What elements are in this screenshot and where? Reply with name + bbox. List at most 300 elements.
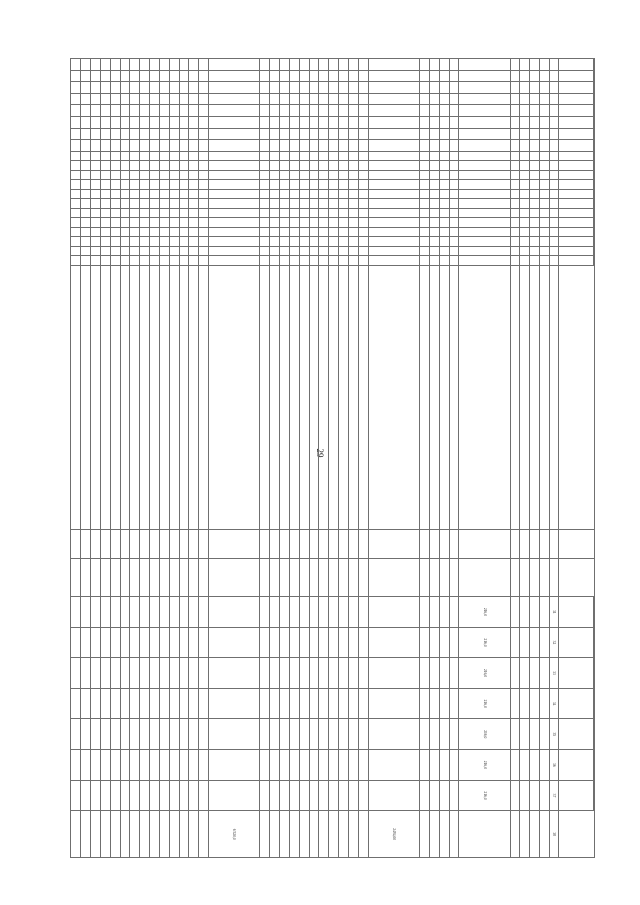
marker-cell <box>349 256 359 265</box>
code-cell <box>130 59 140 71</box>
base-value <box>358 559 368 597</box>
unit-cell <box>209 529 260 559</box>
base-value <box>319 559 329 597</box>
marker-cell <box>179 180 189 189</box>
code-cell <box>358 59 368 71</box>
marker-cell <box>319 199 329 208</box>
code-cell <box>179 117 189 129</box>
unit-cell <box>329 529 339 559</box>
year-value <box>120 658 130 689</box>
marker-cell <box>329 256 339 265</box>
marker-cell <box>280 256 290 265</box>
year-value <box>199 658 209 689</box>
marker-cell <box>520 199 530 208</box>
year-value <box>289 750 299 781</box>
code-cell <box>91 117 101 129</box>
column-number <box>550 170 559 179</box>
base-value <box>270 559 280 597</box>
marker-cell <box>81 151 91 160</box>
marker-cell <box>419 227 429 236</box>
marker-cell <box>299 161 309 170</box>
code-cell <box>100 128 110 140</box>
year-value <box>339 597 349 628</box>
marker-cell <box>150 208 160 217</box>
marker-cell <box>169 151 179 160</box>
code-cell <box>339 140 349 152</box>
marker-cell <box>449 246 459 255</box>
unit-cell <box>280 529 290 559</box>
end-value <box>299 811 309 858</box>
code-cell <box>120 70 130 82</box>
marker-cell <box>130 199 140 208</box>
code-cell <box>339 59 349 71</box>
year-value <box>419 627 429 658</box>
year-value <box>510 688 520 719</box>
marker-cell <box>540 189 550 198</box>
code-cell <box>209 82 260 94</box>
year-value <box>449 597 459 628</box>
unit-cell <box>130 529 140 559</box>
marker-cell <box>120 256 130 265</box>
marker-cell <box>159 237 169 246</box>
year-value <box>419 750 429 781</box>
marker-cell <box>260 237 270 246</box>
code-cell <box>439 70 449 82</box>
marker-cell <box>530 256 540 265</box>
code-cell <box>91 93 101 105</box>
code-cell <box>358 105 368 117</box>
code-cell <box>299 128 309 140</box>
end-value <box>91 811 101 858</box>
year-value <box>110 780 120 811</box>
marker-cell <box>150 246 160 255</box>
code-cell <box>280 70 290 82</box>
year-value <box>120 688 130 719</box>
marker-cell <box>368 237 419 246</box>
marker-cell <box>319 208 329 217</box>
marker-cell <box>91 227 101 236</box>
year-value <box>510 780 520 811</box>
code-cell <box>319 82 329 94</box>
year-value <box>189 780 199 811</box>
year-value <box>199 597 209 628</box>
end-value <box>429 811 439 858</box>
year-value <box>71 719 81 750</box>
code-cell <box>91 105 101 117</box>
code-cell <box>419 128 429 140</box>
end-value <box>189 811 199 858</box>
table-row <box>439 59 449 858</box>
indicator-name <box>319 265 329 529</box>
marker-cell <box>530 170 540 179</box>
marker-cell <box>419 151 429 160</box>
marker-cell <box>309 151 319 160</box>
year-value <box>179 597 189 628</box>
code-cell <box>260 82 270 94</box>
column-number <box>550 265 559 529</box>
indicator-name <box>459 265 510 529</box>
code-cell <box>280 82 290 94</box>
header-marker-subcol <box>559 170 594 179</box>
column-number <box>550 246 559 255</box>
unit-cell <box>439 529 449 559</box>
marker-cell <box>110 227 120 236</box>
code-cell <box>150 59 160 71</box>
code-cell <box>419 140 429 152</box>
marker-cell <box>540 246 550 255</box>
marker-cell <box>309 227 319 236</box>
code-cell <box>510 70 520 82</box>
code-cell <box>299 117 309 129</box>
marker-cell <box>449 189 459 198</box>
year-value <box>368 658 419 689</box>
year-value <box>209 597 260 628</box>
column-number <box>550 105 559 117</box>
indicator-name <box>130 265 140 529</box>
year-value <box>368 780 419 811</box>
base-value <box>100 559 110 597</box>
year-value: 216,0 <box>459 750 510 781</box>
year-value <box>439 627 449 658</box>
code-cell <box>130 105 140 117</box>
marker-cell <box>358 256 368 265</box>
year-value <box>530 750 540 781</box>
code-cell <box>299 105 309 117</box>
header-code-subcol <box>559 59 594 71</box>
year-value <box>289 719 299 750</box>
marker-cell <box>358 208 368 217</box>
code-cell <box>280 105 290 117</box>
year-value <box>199 750 209 781</box>
marker-cell <box>459 180 510 189</box>
year-value <box>319 627 329 658</box>
base-value <box>260 559 270 597</box>
year-value <box>419 597 429 628</box>
column-number <box>550 161 559 170</box>
code-cell <box>368 82 419 94</box>
year-value <box>150 780 160 811</box>
year-value <box>209 780 260 811</box>
marker-cell <box>280 189 290 198</box>
marker-cell <box>189 208 199 217</box>
code-cell <box>459 117 510 129</box>
year-value <box>159 597 169 628</box>
year-value <box>110 719 120 750</box>
code-cell <box>120 105 130 117</box>
year-value <box>319 597 329 628</box>
year-value <box>159 658 169 689</box>
year-value <box>100 688 110 719</box>
marker-cell <box>358 237 368 246</box>
column-number <box>550 180 559 189</box>
marker-cell <box>91 180 101 189</box>
marker-cell <box>349 227 359 236</box>
year-value <box>169 719 179 750</box>
year-value <box>329 688 339 719</box>
code-cell <box>169 70 179 82</box>
year-value <box>189 627 199 658</box>
marker-cell <box>120 227 130 236</box>
header-year <box>559 658 594 689</box>
code-cell <box>419 93 429 105</box>
marker-cell <box>329 189 339 198</box>
marker-cell <box>419 256 429 265</box>
unit-cell <box>71 529 81 559</box>
year-value <box>209 627 260 658</box>
marker-cell <box>209 199 260 208</box>
rotated-table-area <box>70 58 595 858</box>
year-value <box>110 597 120 628</box>
indicator-name <box>199 265 209 529</box>
indicator-name <box>299 265 309 529</box>
marker-cell <box>140 151 150 160</box>
year-value <box>140 597 150 628</box>
code-cell <box>100 105 110 117</box>
code-cell <box>159 140 169 152</box>
marker-cell <box>100 151 110 160</box>
year-value <box>100 658 110 689</box>
indicator-name <box>358 265 368 529</box>
marker-cell <box>520 256 530 265</box>
marker-cell <box>289 151 299 160</box>
marker-cell <box>199 227 209 236</box>
code-cell <box>91 128 101 140</box>
year-value <box>179 780 189 811</box>
code-cell <box>270 82 280 94</box>
table-row <box>209 59 260 858</box>
marker-cell <box>91 208 101 217</box>
base-value <box>150 559 160 597</box>
year-value <box>349 780 359 811</box>
year-value <box>439 750 449 781</box>
base-value <box>459 559 510 597</box>
table-row <box>150 59 160 858</box>
marker-cell <box>429 151 439 160</box>
code-cell <box>319 70 329 82</box>
marker-cell <box>159 227 169 236</box>
code-cell <box>270 105 280 117</box>
marker-cell <box>520 227 530 236</box>
year-value <box>299 597 309 628</box>
column-number <box>550 140 559 152</box>
marker-cell <box>368 151 419 160</box>
base-value <box>110 559 120 597</box>
code-cell <box>100 140 110 152</box>
end-value <box>280 811 290 858</box>
code-cell <box>159 128 169 140</box>
header-marker-subcol <box>559 218 594 227</box>
marker-cell <box>530 246 540 255</box>
code-cell <box>199 82 209 94</box>
marker-cell <box>299 246 309 255</box>
marker-cell <box>169 218 179 227</box>
header-name <box>559 265 595 529</box>
marker-cell <box>209 189 260 198</box>
marker-cell <box>71 189 81 198</box>
marker-cell <box>449 237 459 246</box>
marker-cell <box>459 161 510 170</box>
marker-cell <box>100 246 110 255</box>
header-row-numbers <box>550 59 559 858</box>
year-value <box>309 719 319 750</box>
marker-cell <box>150 256 160 265</box>
marker-cell <box>209 170 260 179</box>
year-value <box>299 658 309 689</box>
header-code-subcol <box>559 105 594 117</box>
base-value <box>209 559 260 597</box>
table-row <box>339 59 349 858</box>
marker-cell <box>368 180 419 189</box>
code-cell <box>209 117 260 129</box>
year-value <box>358 658 368 689</box>
code-cell <box>71 117 81 129</box>
indicator-name <box>110 265 120 529</box>
marker-cell <box>429 170 439 179</box>
code-cell <box>339 105 349 117</box>
code-cell <box>260 93 270 105</box>
code-cell <box>349 70 359 82</box>
marker-cell <box>339 227 349 236</box>
year-value <box>71 750 81 781</box>
year-value <box>339 658 349 689</box>
marker-cell <box>140 256 150 265</box>
code-cell <box>530 140 540 152</box>
marker-cell <box>209 246 260 255</box>
base-value <box>120 559 130 597</box>
end-value <box>510 811 520 858</box>
indicator-name <box>368 265 419 529</box>
code-cell <box>459 59 510 71</box>
marker-cell <box>510 256 520 265</box>
marker-cell <box>299 227 309 236</box>
marker-cell <box>358 151 368 160</box>
code-cell <box>130 70 140 82</box>
code-cell <box>530 70 540 82</box>
year-value <box>329 719 339 750</box>
marker-cell <box>71 237 81 246</box>
year-value <box>81 688 91 719</box>
marker-cell <box>459 246 510 255</box>
code-cell <box>91 140 101 152</box>
marker-cell <box>159 256 169 265</box>
year-value <box>260 719 270 750</box>
code-cell <box>439 105 449 117</box>
year-value <box>169 597 179 628</box>
unit-cell <box>199 529 209 559</box>
code-cell <box>120 117 130 129</box>
year-value <box>429 688 439 719</box>
marker-cell <box>199 161 209 170</box>
code-cell <box>520 128 530 140</box>
marker-cell <box>110 246 120 255</box>
marker-cell <box>130 227 140 236</box>
marker-cell <box>510 208 520 217</box>
marker-cell <box>449 218 459 227</box>
indicator-name <box>179 265 189 529</box>
marker-cell <box>130 208 140 217</box>
code-cell <box>329 105 339 117</box>
marker-cell <box>299 180 309 189</box>
marker-cell <box>159 161 169 170</box>
code-cell <box>289 140 299 152</box>
marker-cell <box>289 218 299 227</box>
code-cell <box>140 128 150 140</box>
marker-cell <box>81 199 91 208</box>
marker-cell <box>280 246 290 255</box>
year-value <box>159 780 169 811</box>
marker-cell <box>169 180 179 189</box>
code-cell <box>419 70 429 82</box>
marker-cell <box>71 170 81 179</box>
marker-cell <box>169 208 179 217</box>
code-cell <box>280 140 290 152</box>
marker-cell <box>329 199 339 208</box>
column-number: 35 <box>550 719 559 750</box>
marker-cell <box>100 218 110 227</box>
code-cell <box>100 59 110 71</box>
marker-cell <box>280 227 290 236</box>
marker-cell <box>309 180 319 189</box>
header-values-group <box>594 597 595 811</box>
indicator-name <box>419 265 429 529</box>
unit-cell <box>110 529 120 559</box>
marker-cell <box>339 237 349 246</box>
base-value <box>429 559 439 597</box>
base-value <box>179 559 189 597</box>
marker-cell <box>110 256 120 265</box>
end-value <box>140 811 150 858</box>
code-cell <box>159 93 169 105</box>
marker-cell <box>419 237 429 246</box>
marker-cell <box>169 227 179 236</box>
table-row <box>280 59 290 858</box>
marker-cell <box>280 199 290 208</box>
marker-cell <box>319 237 329 246</box>
year-value <box>169 658 179 689</box>
code-cell <box>179 82 189 94</box>
marker-cell <box>439 256 449 265</box>
year-value <box>179 658 189 689</box>
marker-cell <box>81 180 91 189</box>
marker-cell <box>260 218 270 227</box>
marker-cell <box>179 170 189 179</box>
code-cell <box>110 117 120 129</box>
year-value <box>309 627 319 658</box>
code-cell <box>260 59 270 71</box>
marker-cell <box>159 180 169 189</box>
marker-cell <box>339 151 349 160</box>
marker-cell <box>91 199 101 208</box>
year-value <box>159 719 169 750</box>
marker-cell <box>130 246 140 255</box>
marker-cell <box>520 170 530 179</box>
code-cell <box>449 59 459 71</box>
marker-cell <box>159 208 169 217</box>
code-cell <box>179 70 189 82</box>
year-value <box>349 688 359 719</box>
marker-cell <box>120 170 130 179</box>
code-cell <box>530 82 540 94</box>
code-cell <box>530 59 540 71</box>
marker-cell <box>319 151 329 160</box>
marker-cell <box>520 151 530 160</box>
table-row <box>179 59 189 858</box>
marker-cell <box>140 161 150 170</box>
marker-cell <box>120 161 130 170</box>
year-value <box>510 627 520 658</box>
year-value <box>270 719 280 750</box>
indicator-name <box>120 265 130 529</box>
